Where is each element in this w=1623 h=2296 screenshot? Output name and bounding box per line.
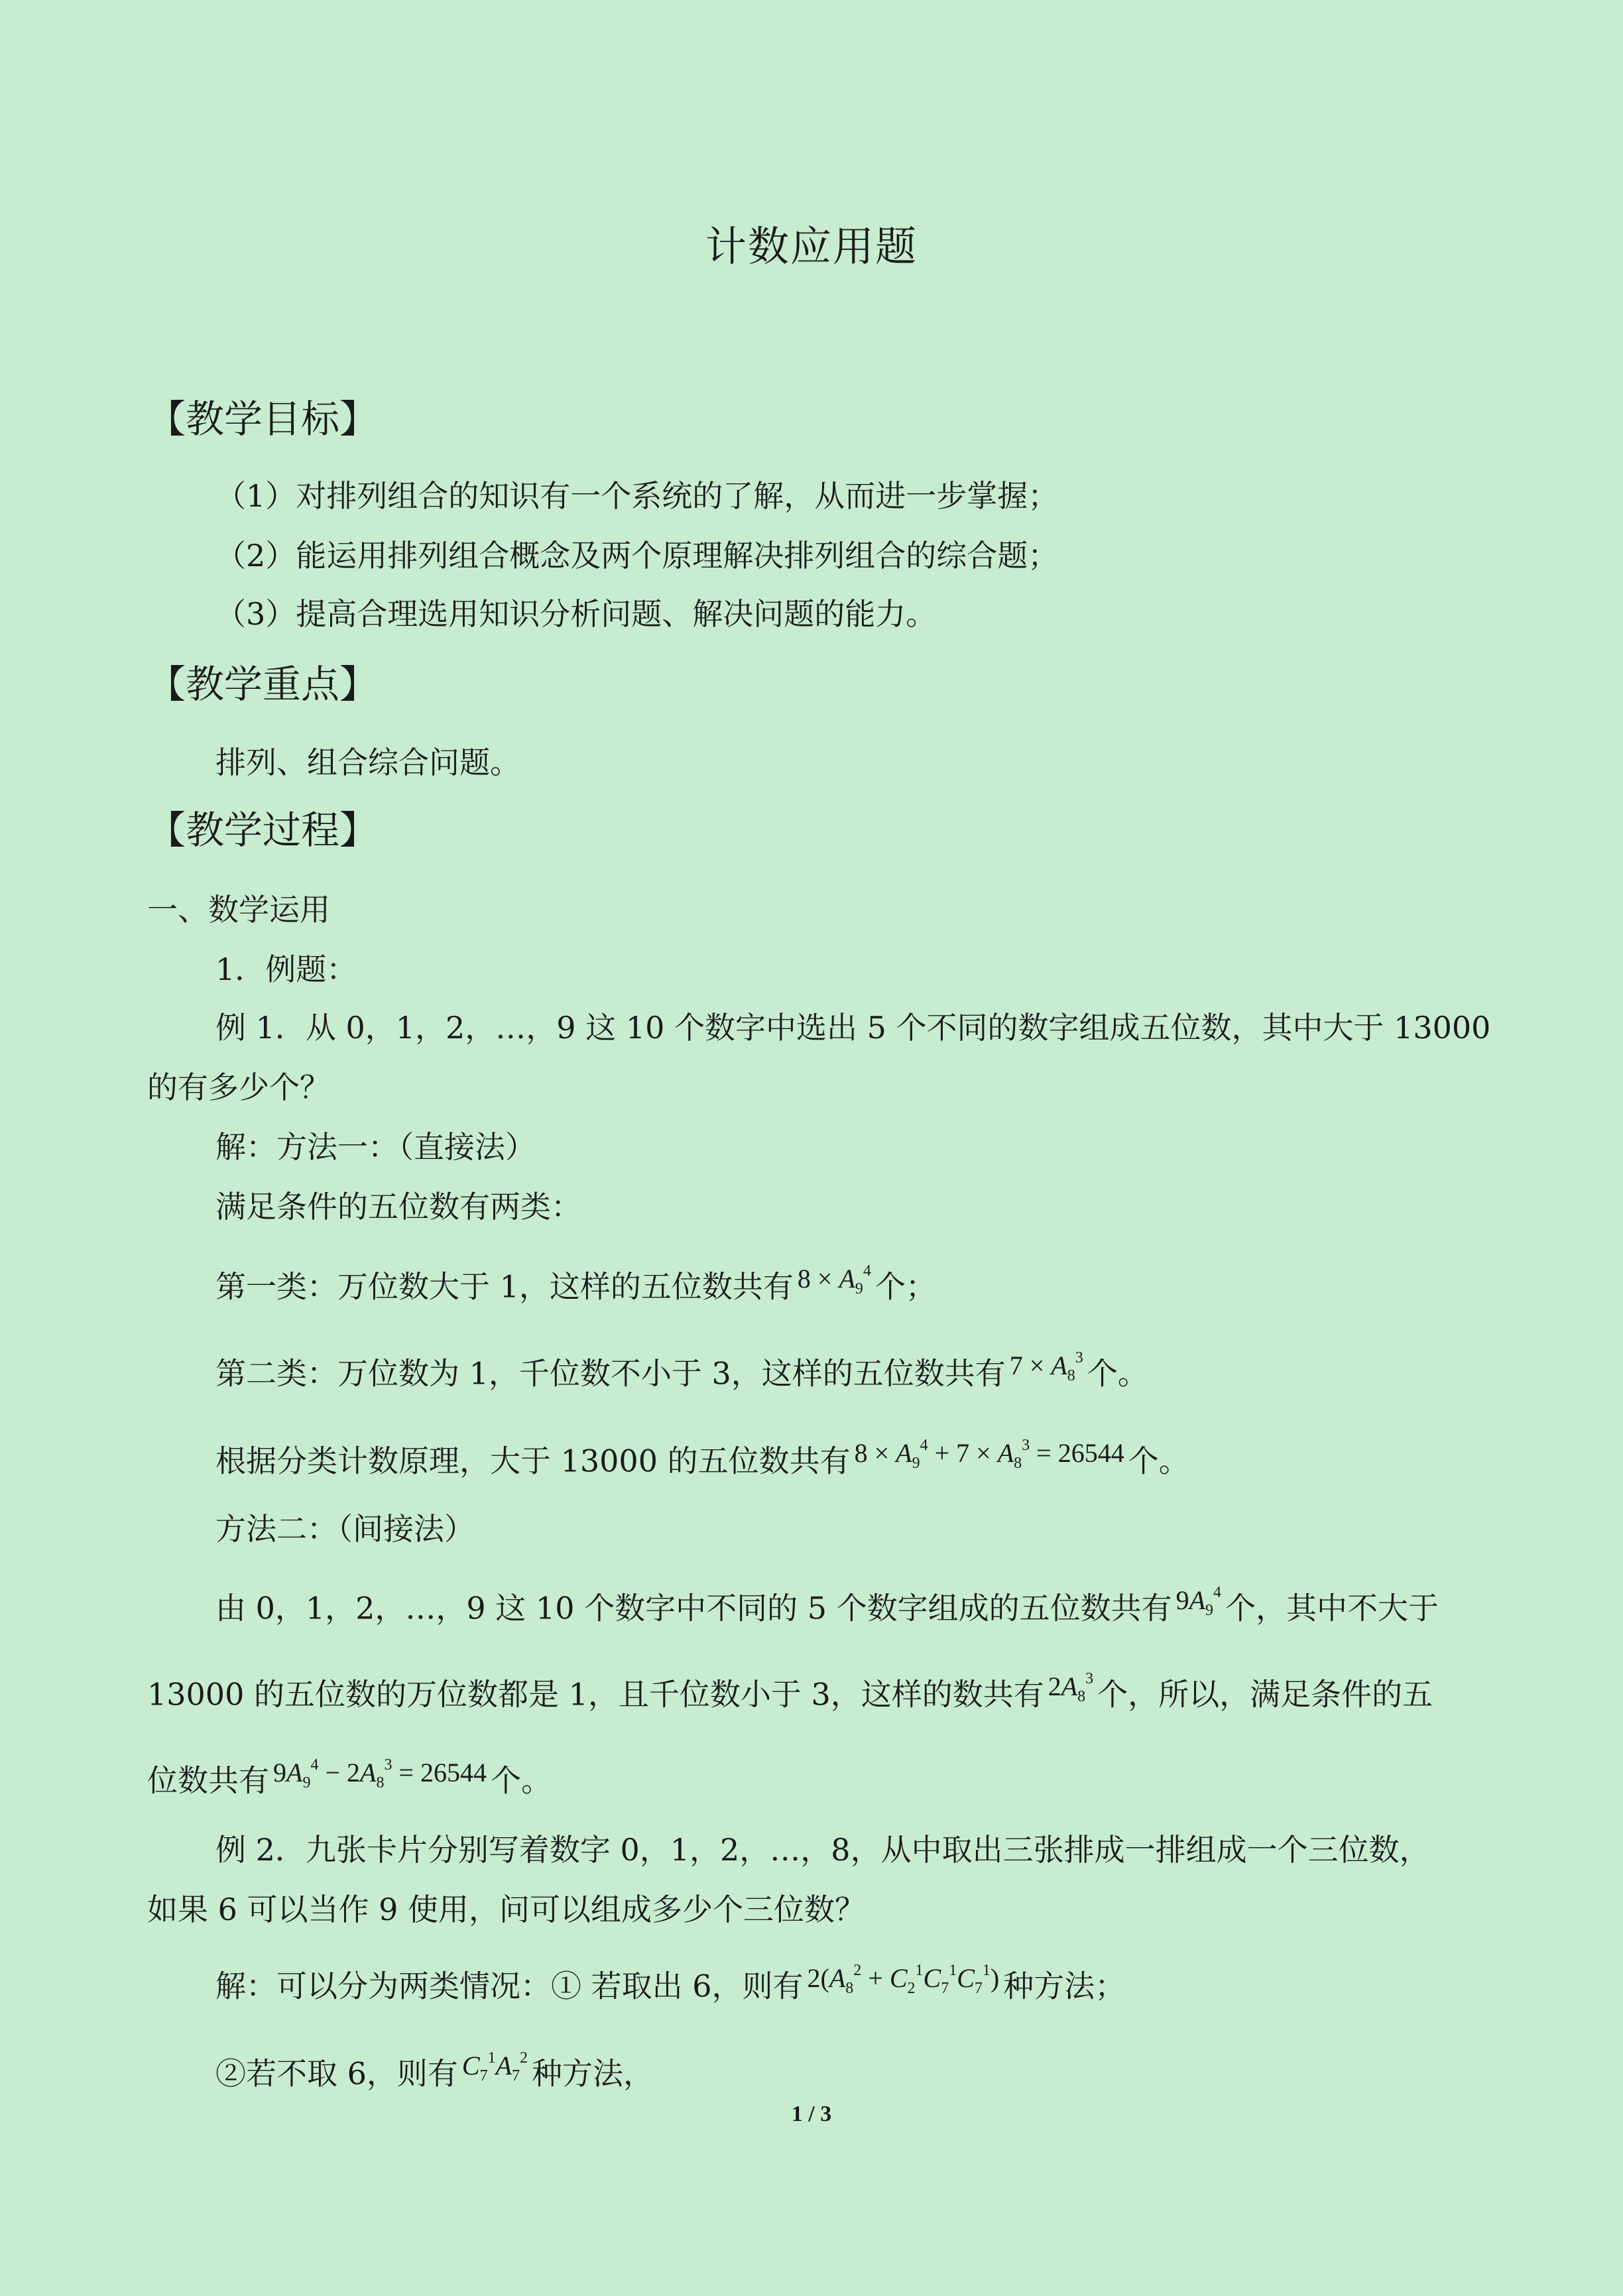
key-text: 排列、组合综合问题。	[215, 745, 520, 780]
example-2-line-b: 如果 6 可以当作 9 使用，问可以组成多少个三位数？	[147, 1892, 866, 1927]
goals-heading: 【教学目标】	[147, 396, 379, 442]
category-1-line: 第一类：万位数大于 1，这样的五位数共有 $8 \times A_9^4$ 个；	[215, 1262, 936, 1305]
formula: $9A_9^4 - 2A_8^3 = 26544$	[273, 1756, 487, 1792]
formula: $2(A_8^2 + C_2^1C_7^1C_7^1)$	[807, 1962, 1000, 1998]
solution-2-line-a: 解：可以分为两类情况：① 若取出 6，则有 $2(A_8^2 + C_2^1C_7^1C_7^1)$ 种方法；	[215, 1962, 1126, 2004]
category-2-line: 第二类：万位数为 1，千位数不小于 3，这样的五位数共有 $7 \times A_8^3$ 个。	[215, 1349, 1148, 1392]
sum-line: 根据分类计数原理，大于 13000 的五位数共有 $8 \times A_9^4 + 7 \times A_8^3 = 26544$ 个。	[215, 1437, 1189, 1479]
formula: $8 \times A_9^4$	[797, 1262, 871, 1298]
indirect-line-b: 13000 的五位数的万位数都是 1，且千位数小于 3，这样的数共有 $2A_8^3$ 个，所以，满足条件的五	[147, 1670, 1433, 1713]
condition-text: 满足条件的五位数有两类：	[215, 1189, 581, 1225]
indirect-line-a: 由 0，1，2，…，9 这 10 个数字中不同的 5 个数字组成的五位数共有 $9A_9^4$ 个，其中不大于	[215, 1584, 1439, 1626]
key-heading: 【教学重点】	[147, 662, 379, 707]
solution-2-line-b: ②若不取 6，则有 $C_7^1A_7^2$ 种方法，	[215, 2049, 654, 2092]
formula: $2A_8^3$	[1048, 1670, 1094, 1706]
page-number: 1 / 3	[791, 2102, 832, 2126]
indirect-line-c: 位数共有 $9A_9^4 - 2A_8^3 = 26544$ 个。	[147, 1756, 552, 1799]
solution-1: 解：方法一：（直接法）	[215, 1129, 536, 1165]
formula: $9A_9^4$	[1175, 1584, 1222, 1620]
example-1-line-b: 的有多少个？	[147, 1069, 330, 1105]
goal-1: （1）对排列组合的知识有一个系统的了解，从而进一步掌握；	[215, 478, 1059, 514]
goal-2: （2）能运用排列组合概念及两个原理解决排列组合的综合题；	[215, 538, 1059, 574]
page-title: 计数应用题	[705, 222, 918, 271]
method-2: 方法二：（间接法）	[215, 1511, 475, 1547]
goal-3: （3）提高合理选用知识分析问题、解决问题的能力。	[215, 596, 937, 632]
example-2-line-a: 例 2．九张卡片分别写着数字 0，1，2，…，8，从中取出三张排成一排组成一个三位数，	[215, 1832, 1430, 1868]
formula: $8 \times A_9^4 + 7 \times A_8^3 = 26544$	[854, 1437, 1124, 1473]
process-heading: 【教学过程】	[147, 808, 379, 853]
part-1-heading: 一、数学运用	[147, 892, 330, 928]
example-1-line-a: 例 1．从 0，1，2，…，9 这 10 个数字中选出 5 个不同的数字组成五位数，其中大于 13000	[215, 1010, 1491, 1046]
formula: $7 \times A_8^3$	[1009, 1349, 1083, 1385]
examples-label: 1．例题：	[215, 951, 357, 987]
formula: $C_7^1A_7^2$	[461, 2049, 528, 2085]
